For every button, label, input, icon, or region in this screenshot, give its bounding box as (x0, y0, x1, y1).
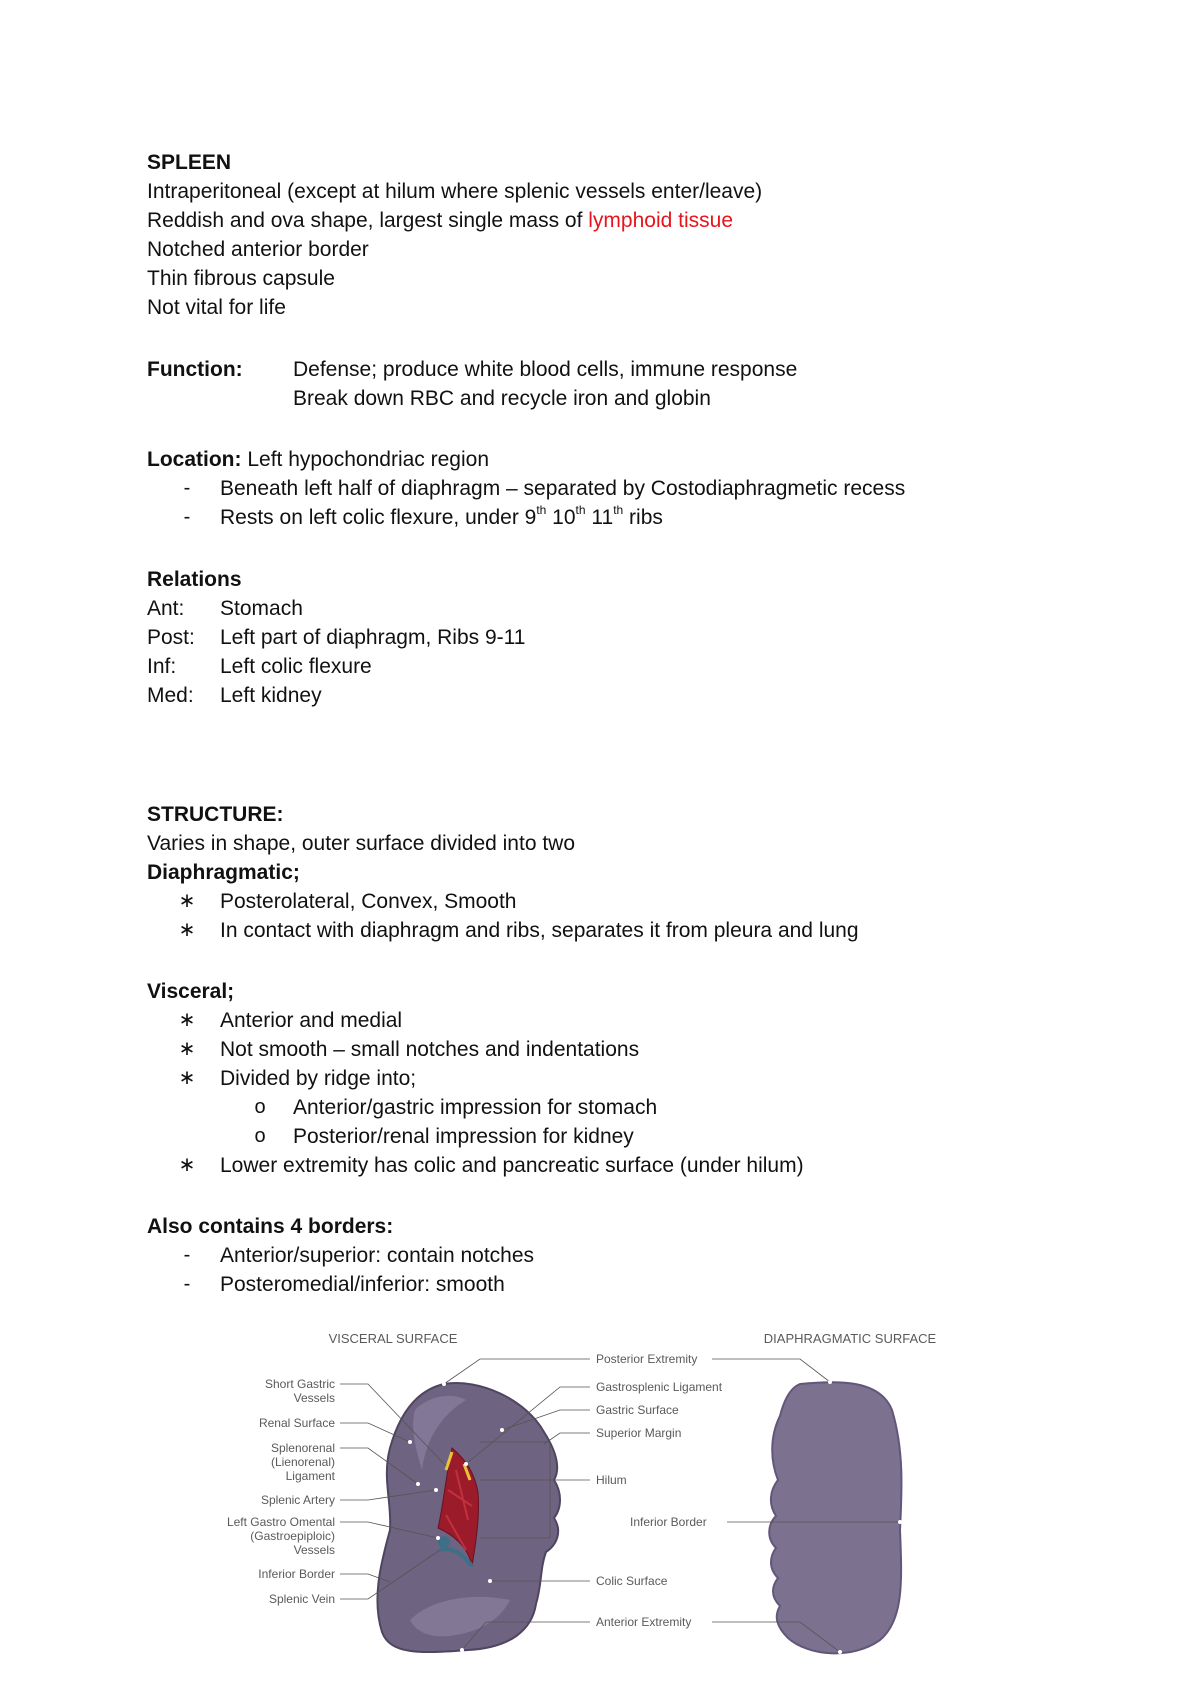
label-gastrosplenic-ligament: Gastrosplenic Ligament (596, 1380, 723, 1394)
label-splenorenal-3: Ligament (285, 1469, 335, 1483)
intro-line-1: Intraperitoneal (except at hilum where splenic vessels enter/leave) (147, 180, 763, 203)
label-inferior-border-left: Inferior Border (258, 1567, 335, 1581)
label-colic-surface: Colic Surface (596, 1574, 668, 1588)
label-gastric-surface: Gastric Surface (596, 1403, 679, 1417)
borders-heading: Also contains 4 borders: (147, 1215, 394, 1238)
intro-line-4: Thin fibrous capsule (147, 267, 335, 290)
diaphragmatic-item: In contact with diaphragm and ribs, separates it from pleura and lung (220, 919, 859, 942)
relation-key: Med: (147, 684, 194, 707)
location-line: Location: Left hypochondriac region (147, 448, 489, 471)
intro-line-5: Not vital for life (147, 296, 286, 319)
label-gastro-omental-3: Vessels (293, 1543, 335, 1557)
relation-key: Post: (147, 626, 195, 649)
label-splenorenal-2: (Lienorenal) (270, 1455, 335, 1469)
circle-bullet: o (254, 1096, 266, 1118)
star-bullet: ∗ (178, 890, 196, 912)
border-item: Posteromedial/inferior: smooth (220, 1273, 505, 1296)
page-title: SPLEEN (147, 151, 232, 174)
visceral-subitem: Anterior/gastric impression for stomach (293, 1096, 658, 1119)
star-bullet: ∗ (178, 1009, 196, 1031)
visceral-heading: Visceral; (147, 980, 235, 1003)
relations-heading: Relations (147, 568, 242, 591)
dash-bullet: - (183, 477, 191, 499)
label-anterior-extremity: Anterior Extremity (596, 1615, 692, 1629)
label-short-gastric-2: Vessels (293, 1391, 335, 1405)
structure-intro: Varies in shape, outer surface divided into two (147, 832, 576, 855)
label-splenic-artery: Splenic Artery (260, 1493, 335, 1507)
label-splenic-vein: Splenic Vein (268, 1592, 335, 1606)
label-inferior-border-right: Inferior Border (630, 1515, 707, 1529)
label-gastro-omental: Left Gastro Omental (226, 1515, 335, 1529)
highlight-lymphoid-tissue: lymphoid tissue (588, 209, 733, 232)
visceral-item: Anterior and medial (220, 1009, 403, 1032)
function-line-1: Defense; produce white blood cells, immune response (293, 358, 798, 381)
visceral-subitem: Posterior/renal impression for kidney (293, 1125, 634, 1148)
function-line-2: Break down RBC and recycle iron and globin (293, 387, 711, 410)
relation-value: Left part of diaphragm, Ribs 9-11 (220, 626, 526, 649)
label-superior-margin: Superior Margin (596, 1426, 682, 1440)
circle-bullet: o (254, 1125, 266, 1147)
visceral-surface-title: VISCERAL SURFACE (328, 1331, 458, 1346)
relation-key: Ant: (147, 597, 185, 620)
structure-heading: STRUCTURE: (147, 803, 284, 826)
diaphragmatic-surface-title: DIAPHRAGMATIC SURFACE (763, 1331, 937, 1346)
spleen-anatomy-figure (226, 1320, 960, 1680)
intro-line-3: Notched anterior border (147, 238, 369, 261)
label-hilum: Hilum (596, 1473, 627, 1487)
relation-value: Left kidney (220, 684, 322, 707)
label-short-gastric: Short Gastric (264, 1377, 335, 1391)
intro-line-2: Reddish and ova shape, largest single mass of lymphoid tissue (147, 209, 733, 232)
diaphragmatic-heading: Diaphragmatic; (147, 861, 300, 884)
diaphragmatic-spleen-shape (769, 1382, 901, 1653)
visceral-item: Divided by ridge into; (220, 1067, 417, 1090)
visceral-item: Lower extremity has colic and pancreatic surface (under hilum) (220, 1154, 804, 1177)
label-splenorenal: Splenorenal (270, 1441, 335, 1455)
location-bullet-2: Rests on left colic flexure, under 9th 10th 11th ribs (220, 503, 663, 529)
visceral-item: Not smooth – small notches and indentations (220, 1038, 640, 1061)
star-bullet: ∗ (178, 1154, 196, 1176)
dash-bullet: - (183, 1273, 191, 1295)
star-bullet: ∗ (178, 1038, 196, 1060)
relation-key: Inf: (147, 655, 177, 678)
diaphragmatic-item: Posterolateral, Convex, Smooth (220, 890, 517, 913)
relation-value: Left colic flexure (220, 655, 372, 678)
location-bullet-1: Beneath left half of diaphragm – separated by Costodiaphragmetic recess (220, 477, 906, 500)
dash-bullet: - (183, 1244, 191, 1266)
function-label: Function: (147, 358, 243, 381)
label-gastro-omental-2: (Gastroepiploic) (250, 1529, 335, 1543)
relation-value: Stomach (220, 597, 303, 620)
star-bullet: ∗ (178, 1067, 196, 1089)
label-posterior-extremity: Posterior Extremity (596, 1352, 698, 1366)
border-item: Anterior/superior: contain notches (220, 1244, 535, 1267)
star-bullet: ∗ (178, 919, 196, 941)
dash-bullet: - (183, 506, 191, 528)
label-renal-surface: Renal Surface (258, 1416, 335, 1430)
